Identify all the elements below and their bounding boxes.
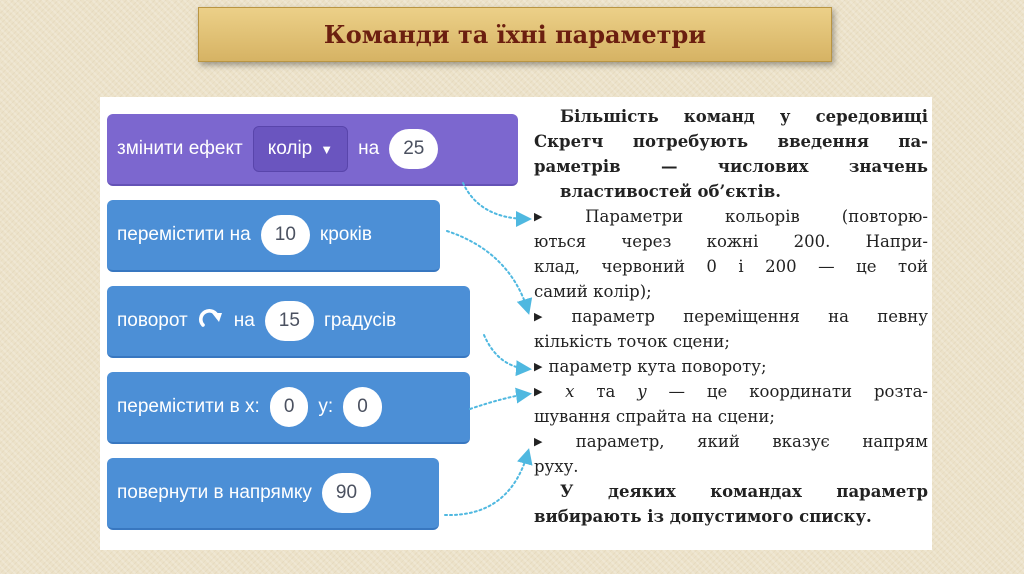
move-steps-unit: кроків <box>319 224 372 245</box>
item4-y: y <box>637 382 647 401</box>
change-effect-label: змінити ефект <box>117 138 243 159</box>
explanation-text <box>534 104 928 529</box>
turn-on-label: на <box>233 310 255 331</box>
effect-value-input[interactable]: 25 <box>389 129 438 169</box>
outro-line-2: вибирають із допустимого списку. <box>534 507 872 526</box>
move-label: перемістити на <box>117 224 251 245</box>
caret-down-icon: ▼ <box>320 141 334 157</box>
item1-line-4: самий колір); <box>534 282 652 301</box>
item3-text-1: параметр кута повороту; <box>548 357 767 376</box>
arrow-goto <box>470 394 528 409</box>
arrow-turn <box>484 335 528 369</box>
intro-line-2: Скретч потребують введення па- <box>534 132 928 151</box>
bullet-icon: ▶ <box>534 360 543 373</box>
item3-line-1 <box>534 354 928 379</box>
bullet-icon: ▶ <box>534 435 570 448</box>
item1-line-3: клад, червоний 0 і 200 — це той <box>534 257 928 276</box>
bullet-icon: ▶ <box>534 310 566 323</box>
item5-text-1: параметр, який вказує напрям <box>575 432 928 451</box>
item5-line-1 <box>534 429 928 454</box>
item4-rest: — це координати розта- <box>668 382 928 401</box>
item5-line-2: руху. <box>534 457 579 476</box>
arrow-effect <box>463 183 528 219</box>
item4-and: та <box>596 382 616 401</box>
point-direction-input[interactable]: 90 <box>322 473 371 513</box>
goto-y-input[interactable]: 0 <box>343 387 382 427</box>
item2-text-1: параметр переміщення на певну <box>571 307 928 326</box>
bullet-icon: ▶ <box>534 385 560 398</box>
arrow-point <box>445 452 528 515</box>
intro-line-4: властивостей об’єктів. <box>560 182 781 201</box>
move-steps-input[interactable]: 10 <box>261 215 310 255</box>
goto-x-input[interactable]: 0 <box>270 387 309 427</box>
item4-line-1 <box>534 379 928 404</box>
intro-line-3: раметрів — числових значень <box>534 157 928 176</box>
turn-degrees-input[interactable]: 15 <box>265 301 314 341</box>
item4-line-2: шування спрайта на сцени; <box>534 407 775 426</box>
item4-x: x <box>565 382 575 401</box>
arrow-move <box>447 231 528 311</box>
item2-line-1 <box>534 304 928 329</box>
turn-label: поворот <box>117 310 188 331</box>
slide-title: Команди та їхні параметри <box>323 20 707 49</box>
effect-on-label: на <box>358 138 380 159</box>
item1-line-1 <box>534 204 928 229</box>
bullet-icon: ▶ <box>534 210 580 223</box>
goto-y-label: y: <box>318 396 334 417</box>
point-direction-label: повернути в напрямку <box>117 482 312 503</box>
outro-line-1: У деяких командах параметр <box>560 482 928 501</box>
turn-degrees-unit: градусів <box>323 310 397 331</box>
effect-dropdown-value: колір <box>267 138 313 159</box>
item1-line-2: ються через кожні 200. Напри- <box>534 232 928 251</box>
slide-title-banner <box>198 7 832 62</box>
goto-x-label: перемістити в x: <box>117 396 260 417</box>
intro-line-1: Більшість команд у середовищі <box>560 107 928 126</box>
content-panel <box>100 97 932 550</box>
item2-line-2: кількість точок сцени; <box>534 332 730 351</box>
item1-text-1: Параметри кольорів (повторю- <box>585 207 928 226</box>
